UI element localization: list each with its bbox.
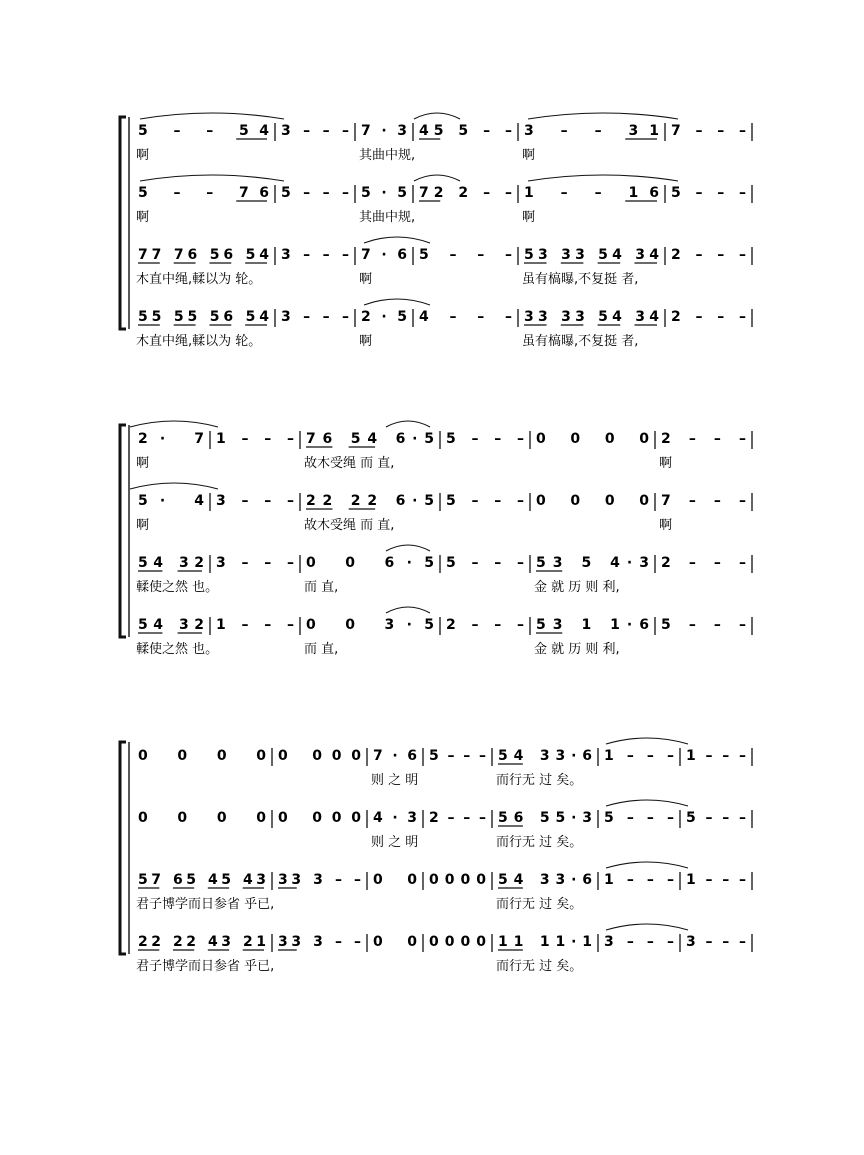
measure-notes: 2 – – – bbox=[661, 555, 746, 571]
lyric-line: 啊 bbox=[522, 210, 536, 225]
measure-notes: 72 2 – – bbox=[419, 185, 512, 201]
measure-notes: 1 – – – bbox=[686, 748, 746, 764]
measure-notes: 1 – – – bbox=[604, 748, 674, 764]
measure-notes: 0 0 0 0 bbox=[138, 810, 266, 826]
lyric-line: 輮使之然 也。 bbox=[136, 642, 219, 657]
measure-notes: 1 – – 16 bbox=[524, 185, 659, 201]
lyric-line: 而 直, bbox=[304, 580, 339, 595]
lyric-line: 輮使之然 也。 bbox=[136, 580, 219, 595]
voice-part-4 bbox=[136, 617, 752, 657]
system-bracket bbox=[120, 425, 126, 637]
slur-arc bbox=[606, 738, 688, 744]
slur-arc bbox=[386, 545, 430, 551]
measure-notes: 2 – – – bbox=[661, 431, 746, 447]
measure-notes: 5 – – – bbox=[446, 493, 524, 509]
measure-notes: 0 0 0 0 bbox=[536, 493, 649, 509]
measure-notes: 1 – – – bbox=[216, 617, 294, 633]
lyric-line: 而行无 过 矣。 bbox=[496, 773, 583, 788]
slur-arc bbox=[140, 175, 284, 181]
lyric-line: 啊 bbox=[136, 210, 150, 225]
slur-arc bbox=[364, 237, 430, 243]
measure-notes: 0000 bbox=[429, 872, 486, 888]
measure-notes: 3 – – 31 bbox=[524, 123, 659, 139]
measure-notes: 5 – – – bbox=[604, 810, 674, 826]
slur-arc bbox=[140, 113, 284, 119]
system-2 bbox=[120, 425, 752, 657]
slur-arc bbox=[386, 421, 430, 427]
measure-notes: 5 – – – bbox=[671, 185, 746, 201]
slur-arc bbox=[528, 175, 678, 181]
lyric-line: 其曲中规, bbox=[359, 148, 416, 163]
measure-notes: 5 – – 54 bbox=[138, 123, 269, 139]
measure-notes: 7 – – – bbox=[671, 123, 746, 139]
lyric-line: 啊 bbox=[136, 518, 150, 533]
voice-part-2 bbox=[136, 493, 752, 533]
system-bracket bbox=[120, 742, 126, 954]
measure-notes: 5 – – – bbox=[686, 810, 746, 826]
lyric-line: 君子博学而日参省 乎已, bbox=[136, 897, 275, 912]
measure-notes: 77 76 56 54 bbox=[138, 247, 269, 263]
system-3 bbox=[120, 742, 752, 974]
voice-part-3 bbox=[136, 555, 752, 595]
measure-notes: 54 33·6 bbox=[498, 748, 592, 764]
measure-notes: 45 5 – – bbox=[419, 123, 512, 139]
measure-notes: 2· 7 bbox=[138, 431, 204, 447]
measure-notes: 0 0 bbox=[373, 872, 417, 888]
measure-notes: 53 5 4·3 bbox=[536, 555, 649, 571]
lyric-line: 木直中绳,輮以为 轮。 bbox=[136, 334, 262, 349]
lyric-line: 而行无 过 矣。 bbox=[496, 897, 583, 912]
voice-part-4 bbox=[136, 934, 752, 974]
measure-notes: 0 0 3·5 bbox=[306, 617, 434, 633]
slur-arc bbox=[130, 421, 218, 427]
slur-arc bbox=[130, 483, 218, 489]
slur-arc bbox=[386, 607, 430, 613]
measure-notes: 54 33·6 bbox=[498, 872, 592, 888]
lyric-line: 则 之 明 bbox=[371, 835, 419, 850]
measure-notes: 55 55 56 54 bbox=[138, 309, 269, 325]
voice-part-1 bbox=[136, 123, 752, 163]
measure-notes: 4·3 bbox=[373, 810, 417, 826]
lyric-line: 啊 bbox=[136, 456, 150, 471]
slur-arc bbox=[606, 800, 688, 806]
measure-notes: 2 – – – bbox=[429, 810, 486, 826]
measure-notes: 1 – – – bbox=[604, 872, 674, 888]
measure-notes: 0 000 bbox=[278, 810, 361, 826]
measure-notes: 0000 bbox=[429, 934, 486, 950]
measure-notes: 5·5 bbox=[361, 185, 407, 201]
measure-notes: 0 0 6·5 bbox=[306, 555, 434, 571]
measure-notes: 2 – – – bbox=[671, 247, 746, 263]
measure-notes: 54 32 bbox=[138, 555, 204, 571]
lyric-line: 木直中绳,輮以为 轮。 bbox=[136, 272, 262, 287]
measure-notes: 1 – – – bbox=[216, 431, 294, 447]
measure-notes: 2 – – – bbox=[671, 309, 746, 325]
lyric-line: 而行无 过 矣。 bbox=[496, 959, 583, 974]
lyric-line: 啊 bbox=[659, 518, 673, 533]
voice-part-3 bbox=[136, 247, 752, 287]
measure-notes: 54 32 bbox=[138, 617, 204, 633]
measure-notes: 53 1 1·6 bbox=[536, 617, 649, 633]
lyric-line: 啊 bbox=[522, 148, 536, 163]
measure-notes: 7·3 bbox=[361, 123, 407, 139]
measure-notes: 0 000 bbox=[278, 748, 361, 764]
voice-part-2 bbox=[138, 810, 752, 850]
slur-arc bbox=[528, 113, 678, 119]
lyric-line: 其曲中规, bbox=[359, 210, 416, 225]
measure-notes: 5 – – – bbox=[281, 185, 349, 201]
slur-arc bbox=[414, 113, 460, 119]
voice-part-1 bbox=[138, 748, 752, 788]
lyric-line: 啊 bbox=[359, 272, 373, 287]
slur-arc bbox=[606, 924, 688, 930]
lyric-line: 啊 bbox=[136, 148, 150, 163]
measure-notes: 0 0 bbox=[373, 934, 417, 950]
measure-notes: 33 33 54 34 bbox=[524, 309, 659, 325]
measure-notes: 3 – – – bbox=[216, 555, 294, 571]
measure-notes: 0 0 0 0 bbox=[536, 431, 649, 447]
lyric-line: 而行无 过 矣。 bbox=[496, 835, 583, 850]
measure-notes: 7 – – – bbox=[661, 493, 746, 509]
voice-part-2 bbox=[136, 185, 752, 225]
measure-notes: 33 3 – – bbox=[278, 872, 361, 888]
lyric-line: 虽有槁曝,不复挺 者, bbox=[522, 334, 639, 349]
measure-notes: 2·5 bbox=[361, 309, 407, 325]
lyric-line: 故木受绳 而 直, bbox=[304, 456, 395, 471]
measure-notes: 5 – – – bbox=[661, 617, 746, 633]
measure-notes: 5· 4 bbox=[138, 493, 204, 509]
measure-notes: 3 – – – bbox=[216, 493, 294, 509]
measure-notes: 22 22 43 21 bbox=[138, 934, 266, 950]
measure-notes: 3 – – – bbox=[604, 934, 674, 950]
lyric-line: 君子博学而日参省 乎已, bbox=[136, 959, 275, 974]
measure-notes: 33 3 – – bbox=[278, 934, 361, 950]
measure-notes: 5 – – – bbox=[419, 247, 512, 263]
measure-notes: 22 22 6·5 bbox=[306, 493, 434, 509]
measure-notes: 2 – – – bbox=[446, 617, 524, 633]
lyric-line: 啊 bbox=[359, 334, 373, 349]
lyric-line: 故木受绳 而 直, bbox=[304, 518, 395, 533]
lyric-line: 啊 bbox=[659, 456, 673, 471]
lyric-line: 虽有槁曝,不复挺 者, bbox=[522, 272, 639, 287]
lyric-line: 则 之 明 bbox=[371, 773, 419, 788]
measure-notes: 57 65 45 43 bbox=[138, 872, 266, 888]
system-bracket bbox=[120, 117, 126, 329]
score-systems bbox=[120, 113, 752, 974]
measure-notes: 7·6 bbox=[361, 247, 407, 263]
measure-notes: 11 11·1 bbox=[498, 934, 592, 950]
slur-arc bbox=[414, 175, 460, 181]
measure-notes: 56 55·3 bbox=[498, 810, 592, 826]
measure-notes: 3 – – – bbox=[686, 934, 746, 950]
measure-notes: 53 33 54 34 bbox=[524, 247, 659, 263]
voice-part-4 bbox=[136, 309, 752, 349]
measure-notes: 3 – – – bbox=[281, 247, 349, 263]
measure-notes: 5 – – – bbox=[446, 555, 524, 571]
measure-notes: 3 – – – bbox=[281, 309, 349, 325]
measure-notes: 5 – – – bbox=[446, 431, 524, 447]
voice-part-3 bbox=[136, 872, 752, 912]
measure-notes: 3 – – – bbox=[281, 123, 349, 139]
measure-notes: 1 – – – bbox=[686, 872, 746, 888]
measure-notes: 7·6 bbox=[373, 748, 417, 764]
measure-notes: 5 – – 76 bbox=[138, 185, 269, 201]
measure-notes: 4 – – – bbox=[419, 309, 512, 325]
lyric-line: 而 直, bbox=[304, 642, 339, 657]
slur-arc bbox=[606, 862, 688, 868]
system-1 bbox=[120, 117, 752, 349]
measure-notes: 5 – – – bbox=[429, 748, 486, 764]
slur-arc bbox=[364, 299, 430, 305]
lyric-line: 金 就 历 则 利, bbox=[534, 580, 620, 595]
voice-part-1 bbox=[136, 431, 752, 471]
measure-notes: 0 0 0 0 bbox=[138, 748, 266, 764]
lyric-line: 金 就 历 则 利, bbox=[534, 642, 620, 657]
measure-notes: 76 54 6·5 bbox=[306, 431, 434, 447]
